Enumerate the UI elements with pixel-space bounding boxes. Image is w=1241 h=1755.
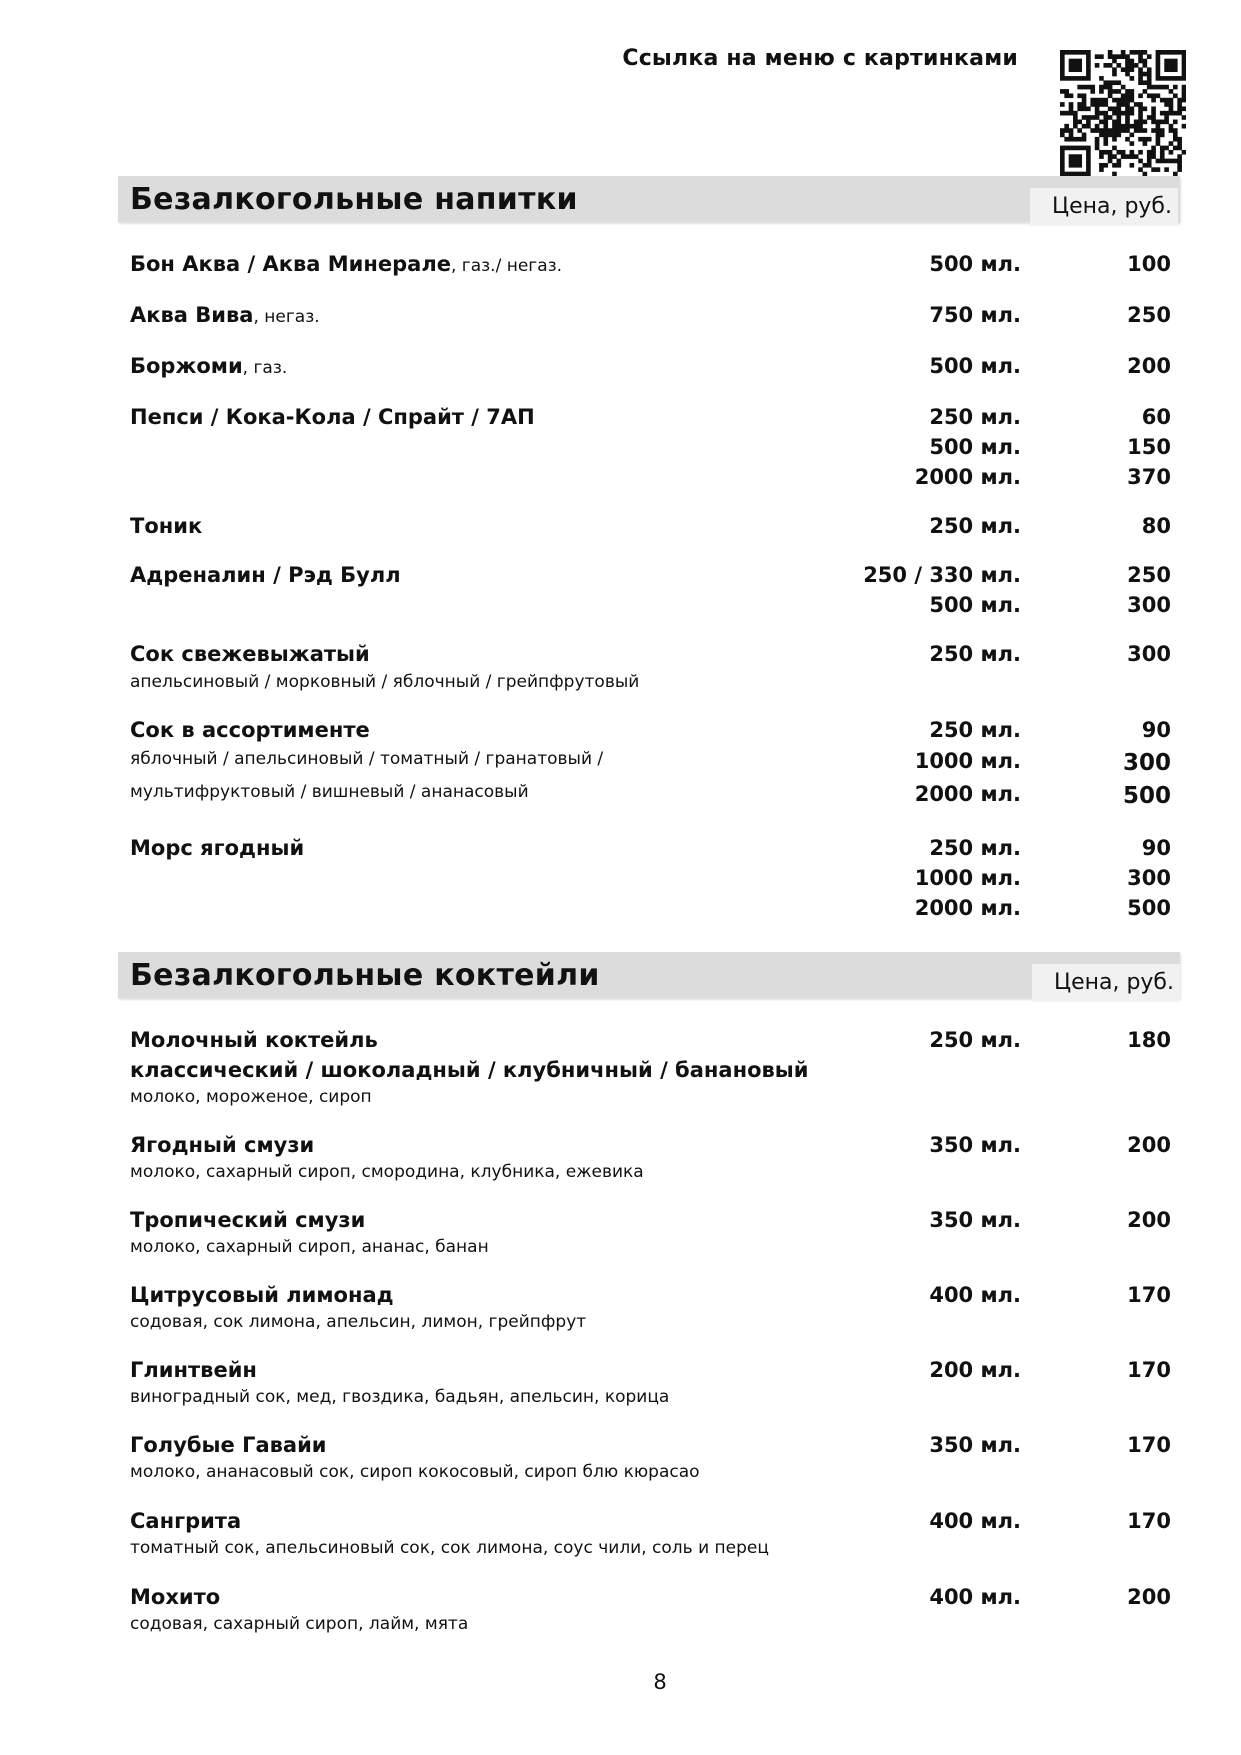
item-volume: 500 мл. [929, 354, 1021, 378]
item-name: Боржоми, газ. [130, 354, 288, 378]
item-volume: 350 мл. [929, 1133, 1021, 1157]
item-volume: 250 мл. [929, 1028, 1021, 1052]
item-description: содовая, сок лимона, апельсин, лимон, грейпфрут [130, 1312, 587, 1332]
item-volume: 500 мл. [929, 435, 1021, 459]
item-name: Сок в ассортименте [130, 718, 370, 742]
item-description: молоко, сахарный сироп, смородина, клубника, ежевика [130, 1162, 644, 1182]
section-title: Безалкогольные коктейли [130, 958, 600, 993]
item-price: 250 [1127, 303, 1171, 327]
item-name: Пепси / Кока-Кола / Спрайт / 7АП [130, 405, 535, 429]
price-column-header: Цена, руб. [1030, 188, 1178, 226]
item-price: 180 [1127, 1028, 1171, 1052]
item-price: 90 [1141, 836, 1171, 860]
item-name: Тоник [130, 514, 203, 538]
item-price: 200 [1127, 1585, 1171, 1609]
price-column-header: Цена, руб. [1032, 964, 1180, 1002]
item-price: 170 [1127, 1433, 1171, 1457]
item-volume: 500 мл. [929, 593, 1021, 617]
item-name: Морс ягодный [130, 836, 305, 860]
item-note: , негаз. [253, 307, 320, 327]
item-volume: 400 мл. [929, 1283, 1021, 1307]
item-volume: 1000 мл. [914, 749, 1021, 773]
item-price: 500 [1122, 783, 1171, 809]
item-volume: 250 мл. [929, 405, 1021, 429]
item-price: 250 [1127, 563, 1171, 587]
item-price: 200 [1127, 1133, 1171, 1157]
item-name: Аква Вива, негаз. [130, 303, 320, 327]
item-price: 200 [1127, 354, 1171, 378]
item-name: Ягодный смузи [130, 1133, 315, 1157]
item-name: Голубые Гавайи [130, 1433, 327, 1457]
item-description: виноградный сок, мед, гвоздика, бадьян, апельсин, корица [130, 1387, 670, 1407]
item-price: 300 [1122, 750, 1171, 776]
item-name: Сангрита [130, 1509, 242, 1533]
item-volume: 200 мл. [929, 1358, 1021, 1382]
item-price: 500 [1127, 896, 1171, 920]
item-name: Бон Аква / Аква Минерале, газ./ негаз. [130, 252, 563, 276]
item-price: 200 [1127, 1208, 1171, 1232]
item-description: апельсиновый / морковный / яблочный / грейпфрутовый [130, 672, 640, 692]
item-price: 90 [1141, 718, 1171, 742]
item-price: 60 [1141, 405, 1171, 429]
item-price: 100 [1127, 252, 1171, 276]
section-title: Безалкогольные напитки [130, 182, 578, 217]
item-volume: 500 мл. [929, 252, 1021, 276]
item-volume: 400 мл. [929, 1509, 1021, 1533]
item-name: Мохито [130, 1585, 221, 1609]
item-price: 300 [1127, 593, 1171, 617]
item-price: 300 [1127, 642, 1171, 666]
item-volume: 2000 мл. [914, 896, 1021, 920]
item-description: молоко, мороженое, сироп [130, 1087, 372, 1107]
menu-pictures-link-label[interactable]: Ссылка на меню с картинками [622, 46, 1018, 71]
item-description: молоко, ананасовый сок, сироп кокосовый, сироп блю кюрасао [130, 1462, 700, 1482]
item-volume: 250 / 330 мл. [863, 563, 1021, 587]
item-price: 300 [1127, 866, 1171, 890]
item-price: 80 [1141, 514, 1171, 538]
qr-code-image [1060, 50, 1186, 176]
item-price: 170 [1127, 1509, 1171, 1533]
item-volume: 750 мл. [929, 303, 1021, 327]
item-price: 150 [1127, 435, 1171, 459]
item-volume: 250 мл. [929, 718, 1021, 742]
item-volume: 250 мл. [929, 836, 1021, 860]
item-name: Глинтвейн [130, 1358, 257, 1382]
item-volume: 2000 мл. [914, 782, 1021, 806]
item-name: Молочный коктейль [130, 1028, 378, 1052]
item-description: содовая, сахарный сироп, лайм, мята [130, 1614, 469, 1634]
item-volume: 250 мл. [929, 642, 1021, 666]
item-name: Адреналин / Рэд Булл [130, 563, 401, 587]
item-name: Цитрусовый лимонад [130, 1283, 394, 1307]
item-volume: 250 мл. [929, 514, 1021, 538]
item-volume: 350 мл. [929, 1208, 1021, 1232]
item-subtitle: классический / шоколадный / клубничный / банановый [130, 1058, 809, 1082]
item-note: , газ. [242, 358, 288, 378]
item-description: яблочный / апельсиновый / томатный / гранатовый / [130, 749, 604, 769]
item-description: молоко, сахарный сироп, ананас, банан [130, 1237, 489, 1257]
qr-code[interactable] [1060, 50, 1186, 176]
item-name: Сок свежевыжатый [130, 642, 370, 666]
item-description: томатный сок, апельсиновый сок, сок лимона, соус чили, соль и перец [130, 1538, 769, 1558]
item-price: 170 [1127, 1358, 1171, 1382]
item-volume: 1000 мл. [914, 866, 1021, 890]
item-price: 170 [1127, 1283, 1171, 1307]
item-note: , газ./ негаз. [450, 256, 563, 276]
item-name: Тропический смузи [130, 1208, 366, 1232]
item-volume: 350 мл. [929, 1433, 1021, 1457]
item-volume: 400 мл. [929, 1585, 1021, 1609]
page-number: 8 [653, 1670, 667, 1694]
item-description: мультифруктовый / вишневый / ананасовый [130, 782, 529, 802]
item-price: 370 [1127, 465, 1171, 489]
item-volume: 2000 мл. [914, 465, 1021, 489]
